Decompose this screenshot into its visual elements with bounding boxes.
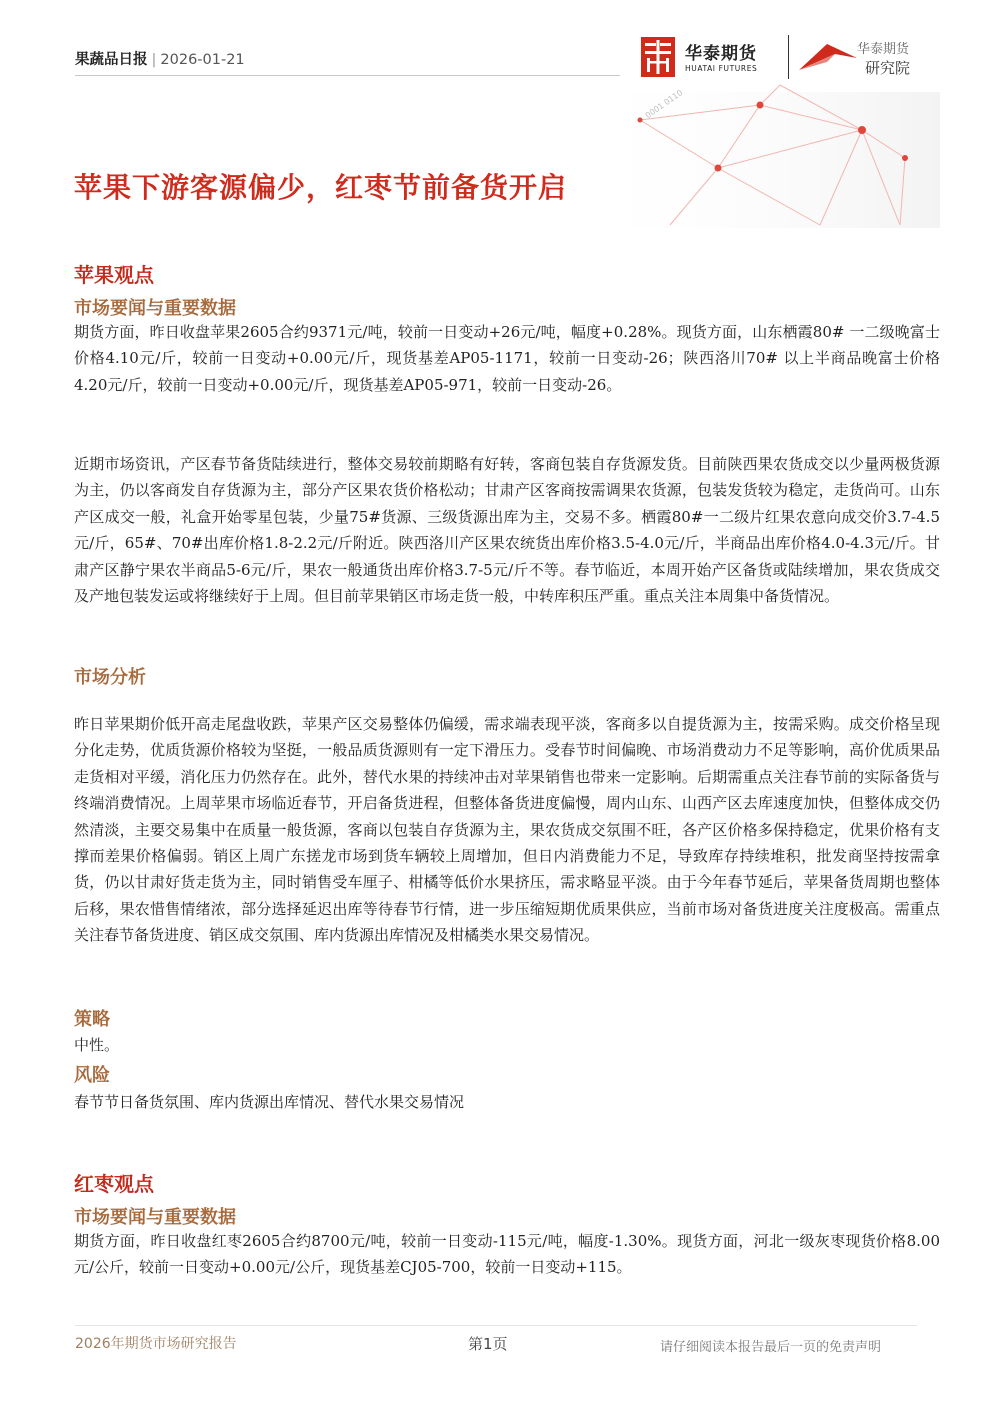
apple-strategy-text: 中性。 xyxy=(74,1036,120,1054)
apple-risk-text: 春节节日备货氛围、库内货源出库情况、替代水果交易情况 xyxy=(74,1093,465,1111)
logo-divider xyxy=(788,35,789,79)
institute-wing-icon xyxy=(797,40,859,74)
apple-section-heading: 苹果观点 xyxy=(74,263,154,287)
report-date: 2026-01-21 xyxy=(160,52,245,68)
footer-rule xyxy=(75,1325,917,1326)
huatai-futures-logo xyxy=(641,37,781,79)
jujube-news-paragraph-1: 期货方面，昨日收盘红枣2605合约8700元/吨，较前一日变动-115元/吨，幅度-1.30%。现货方面，河北一级灰枣现货价格8.00元/公斤，较前一日变动+0.00元/公斤，现货基差CJ05-700，较前一日变动+115。 xyxy=(74,1232,940,1277)
meta-separator: | xyxy=(151,52,157,68)
logo-chinese-name: 华泰期货 xyxy=(685,44,757,64)
institute-line-1: 华泰期货 xyxy=(857,42,910,57)
huatai-logo-icon xyxy=(641,37,675,77)
apple-risk-heading: 风险 xyxy=(74,1065,110,1086)
apple-strategy-heading: 策略 xyxy=(74,1009,110,1030)
page-title: 苹果下游客源偏少，红枣节前备货开启 xyxy=(74,171,568,204)
footer-report-name: 2026年期货市场研究报告 xyxy=(75,1336,237,1352)
institute-line-2: 研究院 xyxy=(865,59,911,77)
apple-news-paragraph-2: 近期市场资讯，产区春节备货陆续进行，整体交易较前期略有好转，客商包装自存货源发货。目前陕西果农货成交以少量两极货源为主，仍以客商发自存货源为主，部分产区果农货价格松动；甘肃产区客商按需调果农货源，包装发货较为稳定，走货尚可。山东产区成交一般，礼盒开始零星包装，少量75#货源、三级货源出库为主，交易不多。栖霞80#一二级片红果农意向成交价3.7-4.5元/斤，65#、70#出库价格1.8-2.2元/斤附近。陕西洛川产区果农统货出库价格3.5-4.0元/斤，半商品出库价格4.0-4.3元/斤。甘肃产区静宁果农半商品5-6元/斤，果农一般通货出库价格3.7-5元/斤不等。春节临近，本周开始产区备货或陆续增加，果农货成交及产地包装发运或将继续好于上周。但目前苹果销区市场走货一般，中转库积压严重。重点关注本周集中备货情况。 xyxy=(74,455,940,606)
report-type: 果蔬品日报 xyxy=(75,52,148,68)
apple-analysis-heading: 市场分析 xyxy=(74,667,146,688)
logo-english-name: HUATAI FUTURES xyxy=(685,64,758,73)
footer-page-number: 第1页 xyxy=(468,1335,508,1353)
report-header xyxy=(0,0,992,230)
apple-news-heading: 市场要闻与重要数据 xyxy=(74,298,236,319)
apple-news-paragraph-1: 期货方面，昨日收盘苹果2605合约9371元/吨，较前一日变动+26元/吨，幅度+0.28%。现货方面，山东栖霞80# 一二级晚富士价格4.10元/斤，较前一日变动+0.00元/斤，现货基差AP05-1171，较前一日变动-26；陕西洛川70# 以上半商品晚富士价格4.20元/斤，较前一日变动+0.00元/斤，现货基差AP05-971，较前一日变动-26。 xyxy=(74,323,940,394)
footer-disclaimer-note: 请仔细阅读本报告最后一页的免责声明 xyxy=(660,1340,882,1355)
apple-analysis-paragraph: 昨日苹果期价低开高走尾盘收跌，苹果产区交易整体仍偏缓，需求端表现平淡，客商多以自提货源为主，按需采购。成交价格呈现分化走势，优质货源价格较为坚挺，一般品质货源则有一定下滑压力。受春节时间偏晚、市场消费动力不足等影响，高价优质果品走货相对平缓，消化压力仍然存在。此外，替代水果的持续冲击对苹果销售也带来一定影响。后期需重点关注春节前的实际备货与终端消费情况。上周苹果市场临近春节，开启备货进程，但整体备货进度偏慢，周内山东、山西产区去库速度加快，但整体成交仍然清淡，主要交易集中在质量一般货源，客商以包装自存货源为主，果农货成交氛围不旺，各产区价格多保持稳定，优果价格有支撑而差果价格偏弱。销区上周广东搓龙市场到货车辆较上周增加，但日内消费能力不足，导致库存持续堆积，批发商坚持按需拿货，仍以甘肃好货走货为主，同时销售受车厘子、柑橘等低价水果挤压，需求略显平淡。由于今年春节延后，苹果备货周期也整体后移，果农惜售情绪浓，部分选择延迟出库等待春节行情，进一步压缩短期优质果供应，当前市场对备货进度关注度极高。需重点关注春节备货进度、销区成交氛围、库内货源出库情况及柑橘类水果交易情况。 xyxy=(74,715,940,945)
jujube-section-heading: 红枣观点 xyxy=(74,1172,154,1196)
svg-text:0001 0110: 0001 0110 xyxy=(643,88,685,121)
header-rule xyxy=(75,75,620,76)
research-institute-logo xyxy=(797,36,927,80)
report-meta xyxy=(75,48,245,69)
jujube-news-heading: 市场要闻与重要数据 xyxy=(74,1207,236,1228)
